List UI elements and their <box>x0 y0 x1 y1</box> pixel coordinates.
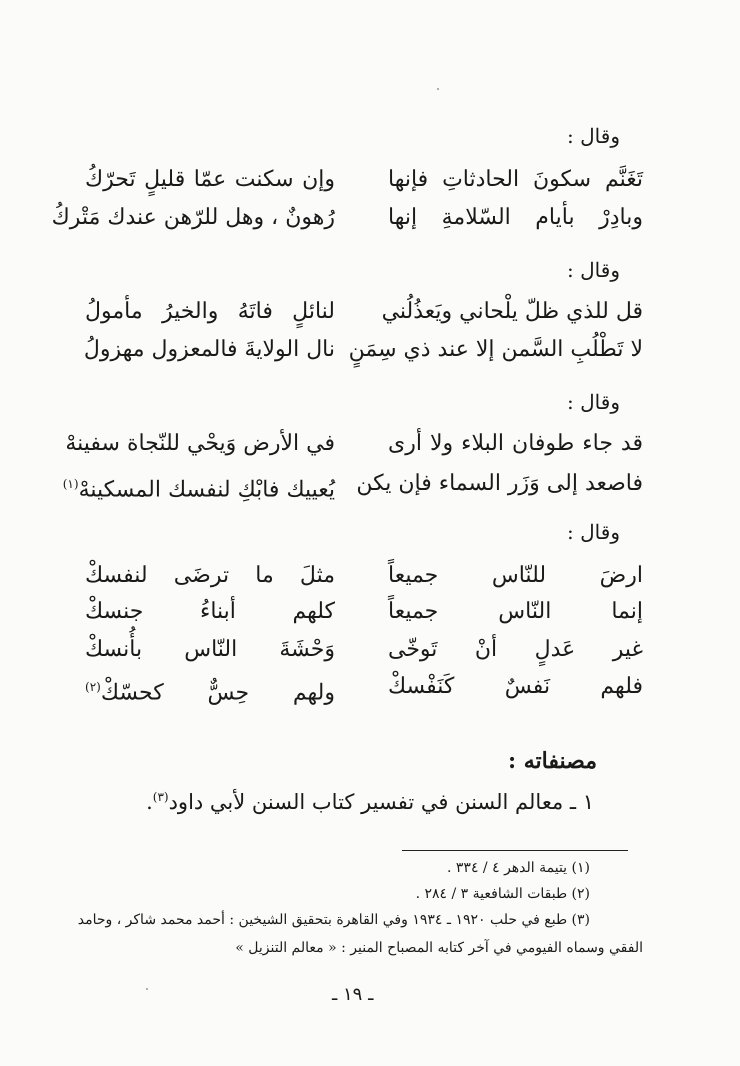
work-list-item <box>146 790 594 814</box>
verse-line <box>0 330 740 370</box>
verse-line <box>0 160 740 200</box>
verse-second-hemistich <box>62 464 335 510</box>
verse-first-hemistich: فاصعد إلى وَزَر السماء فإن يكن <box>356 471 643 496</box>
verse-first-hemistich: غير عَدلٍ أنْ تَوخّى <box>388 637 643 662</box>
verse-first-hemistich: إنما النّاس جميعاً <box>388 599 643 624</box>
footnote: (١) يتيمة الدهر ٤ / ٣٣٤ . <box>447 860 590 876</box>
verse-second-hemistich: مثلَ ما ترضَى لنفسكْ <box>85 563 335 588</box>
verse-second-hemistich: نال الولايةَ فالمعزول مهزولُ <box>83 337 335 362</box>
footnote-marker: (١) <box>62 477 79 491</box>
page-number: ـ ١٩ ـ <box>332 984 374 1005</box>
verse-text: يُعييك فابْكِ لنفسك المسكينهْ <box>78 477 335 503</box>
verse-first-hemistich: قد جاء طوفان البلاء ولا أرى <box>388 431 643 456</box>
poem-intro: وقال : <box>567 390 620 414</box>
verse-second-hemistich <box>85 667 335 713</box>
poem-intro: وقال : <box>567 520 620 544</box>
footnote-divider <box>402 850 628 851</box>
poem-intro: وقال : <box>567 124 620 148</box>
scan-speck <box>437 88 439 90</box>
verse-line <box>0 198 740 238</box>
work-title: ١ ـ معالم السنن في تفسير كتاب السنن لأبي داود <box>168 790 594 814</box>
section-heading: مصنفاته : <box>507 748 597 774</box>
poem-intro: وقال : <box>567 258 620 282</box>
verse-line <box>0 592 740 632</box>
verse-second-hemistich: لنائلٍ فاتَهُ والخيرُ مأمولُ <box>85 299 335 324</box>
verse-line <box>0 556 740 596</box>
scan-speck <box>146 988 148 990</box>
footnote-marker: (٢) <box>85 680 101 694</box>
footnote-marker: (٣) <box>152 790 169 804</box>
verse-first-hemistich: لا تَطْلُبِ السَّمن إلا عند ذي سِمَنٍ <box>348 337 643 362</box>
verse-second-hemistich: رُهونٌ ، وهل للرّهن عندك مَتْركُ <box>51 205 335 230</box>
verse-first-hemistich: قل للذي ظلّ يلْحاني ويَعذُلُني <box>381 299 643 324</box>
verse-second-hemistich: وإن سكنت عمّا قليلٍ تَحرّكُ <box>85 167 335 192</box>
verse-first-hemistich: وبادِرْ بأيام السّلامةِ إنها <box>388 205 643 230</box>
verse-second-hemistich: كلهم أبناءُ جنسكْ <box>85 599 335 624</box>
verse-first-hemistich: تَغَنَّم سكونَ الحادثاتِ فإنها <box>388 167 643 192</box>
verse-first-hemistich: ارضَ للنّاس جميعاً <box>388 563 643 588</box>
verse-first-hemistich: فلهم نَفسٌ كَنَفْسكْ <box>388 674 643 699</box>
verse-second-hemistich: في الأرض وَيحْي للنّجاة سفينهْ <box>65 431 335 456</box>
verse-line <box>0 424 740 464</box>
work-tail: . <box>146 790 153 814</box>
verse-line <box>0 292 740 332</box>
footnote-continuation: الفقي وسماه الفيومي في آخر كتابه المصباح المنير : « معالم التنزيل » <box>235 940 643 956</box>
footnote: (٣) طبع في حلب ١٩٢٠ ـ ١٩٣٤ وفي القاهرة بتحقيق الشيخين : أحمد محمد شاكر ، وحامد <box>77 912 590 928</box>
verse-text: ولهم حِسٌّ كحسّكْ <box>100 680 335 706</box>
verse-line <box>0 464 740 504</box>
verse-line <box>0 630 740 670</box>
verse-second-hemistich: وَحْشَةَ النّاس بأُنسكْ <box>85 637 335 662</box>
footnote: (٢) طبقات الشافعية ٣ / ٢٨٤ . <box>415 886 590 902</box>
verse-line <box>0 667 740 707</box>
